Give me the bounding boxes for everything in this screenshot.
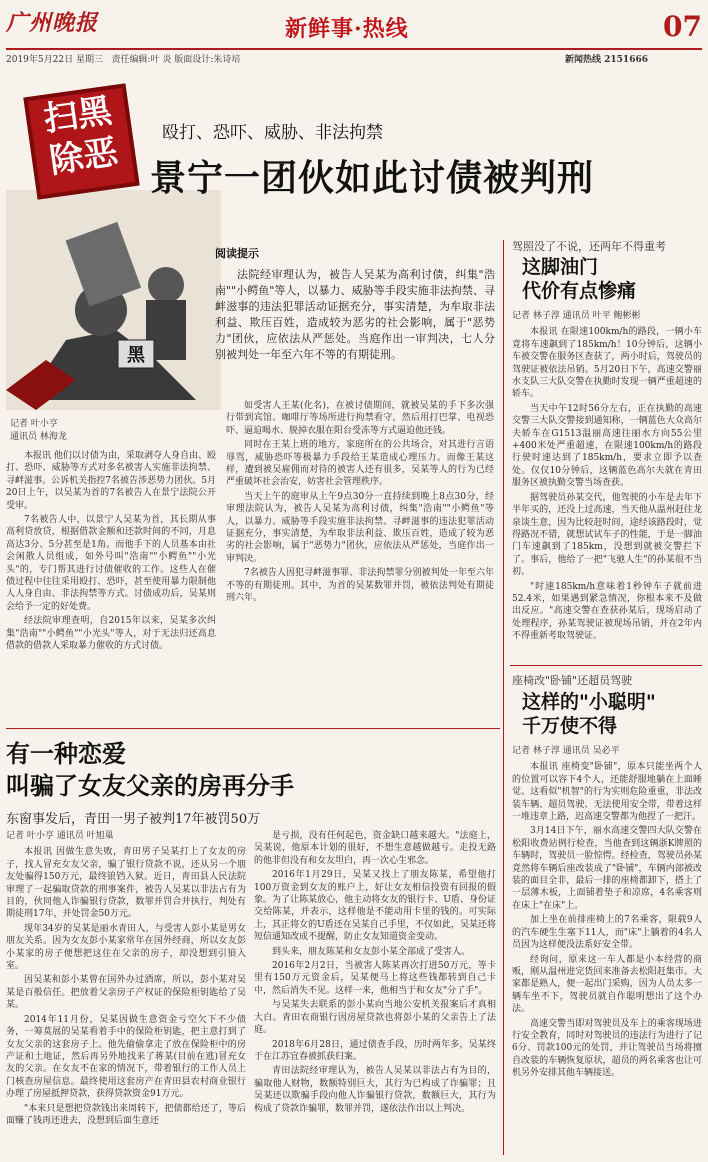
- story2-byline: 记者 叶小亨 通讯员 叶旭巢: [6, 831, 114, 841]
- story2-title-line1: 有一种恋爱: [6, 740, 126, 768]
- crackdown-badge: 扫黑除恶: [23, 83, 139, 199]
- newspaper-brand: 广州晚报: [6, 10, 99, 36]
- paragraph: 当天上午的庭审从上午9点30分一直持续到晚上8点30分，经审理法院认为，被告人吴某为高利讨债，纠集"浩南""小鳄鱼"等人，以暴力、威胁等手段实施非法拘禁、寻衅滋事的违法犯罪活动证据充分，事实清楚，为牟取非法利益、欺压百姓，造成了较为恶劣的社会影响，属于"恶势力"团伙，应依法从严惩处，当庭作出一审判决。: [226, 491, 494, 564]
- paragraph: 高速交警当即对驾驶员及车上的乘客现场进行安全教育，同时对驾驶员的违法行为进行了记6分、罚款100元的处罚，并让驾驶员当场将擅自改装的车辆恢复原状，超员的两名乘客也让可机另外安排其他车辆接送。: [512, 1018, 702, 1079]
- svg-text:黑: 黑: [127, 345, 145, 366]
- summary-label: 阅读提示: [215, 247, 259, 260]
- column-divider: [503, 240, 504, 1155]
- side2-title-line1: 这样的"小聪明": [522, 691, 656, 713]
- side2-title-line2: 千万使不得: [522, 715, 618, 737]
- side2-title: [522, 690, 702, 738]
- story1-column-2: [226, 400, 494, 720]
- paragraph: 到头来，朋友陈某和女友彭小某全部成了受害人。: [272, 946, 471, 957]
- paragraph: 本报讯 在限速100km/h的路段，一辆小车竟将车速飙到了185km/h！10分钟后，这辆小车被交警在服务区查获了，两小时后，驾驶员的驾驶证被依法吊销。5月20日下午，高速交警丽水支队三大队交警在执勤时发现一辆严重超速的轿车。: [512, 327, 702, 400]
- side1-title: [522, 255, 702, 303]
- paragraph: 现年34岁的吴某是丽水青田人，与受害人彭小某是男女朋友关系。因为女友彭小某家常年在国外经商，所以女友彭小某家的房子便想把这住在父亲的房子，却没想到引狼入室。: [6, 923, 246, 972]
- paragraph: 经法院审理查明，自2015年以来，吴某多次纠集"浩南""小鳄鱼""小光头"等人，对于无法归还高息借款的借款人采取暴力催收的方式讨债。: [6, 616, 216, 652]
- side-divider: [510, 665, 702, 666]
- side2-body: [512, 745, 702, 1155]
- paragraph: 同时在王某上班的地方，家庭所在的公共场合，对其进行言语辱骂，威胁恐吓等极暴力手段给王某造成心理压力。而像王某这样，遭到被吴雇佣而对待的被害人还有很多，吴某等人的行为已经严重破坏社会治安，妨害社会管理秩序。: [226, 440, 494, 488]
- side1-title-line2: 代价有点惨痛: [522, 280, 637, 302]
- side2-byline: 记者 林子淳 通讯员 吴必平: [512, 746, 620, 756]
- editor-credits: 责任编辑:叶 炎 版面设计:朱诗培: [111, 55, 241, 65]
- paragraph: 3月14日下午，丽水高速交警四大队交警在松阳收费站例行检查，当他查到这辆浙K牌照的车辆时，驾驶员一脸惊愕。经检查，驾驶员孙某竟然将车辆后座改装成了"卧铺"，车辆内部被改装的面目全非，最后一排的座椅都卸下，搭上了一层薄木板，上面铺着垫子和凉席，4名乘客则在床上"在床"上。: [512, 826, 702, 911]
- dateline: [6, 52, 240, 65]
- paragraph: 因吴某和彭小某曾在国外办过酒席，所以，彭小某对吴某是百般信任。把放着父亲房子产权证的保险柜钥匙给了吴某。: [6, 975, 246, 1011]
- paragraph: 7名被告人因犯寻衅滋事罪、非法拘禁罪分别被判处一年至六年不等的有期徒刑。其中，为首的吴某数罪并罚，被依法判处有期徒刑六年。: [226, 568, 494, 604]
- story1-column-1: [6, 450, 216, 720]
- side1-title-line1: 这脚油门: [522, 256, 599, 278]
- section-title: 新鲜事·热线: [285, 16, 409, 42]
- publish-date: 2019年5月22日 星期三: [6, 55, 103, 65]
- story2-headline: [6, 738, 294, 802]
- reporter-credit: 记者 叶小亨: [10, 419, 58, 429]
- page-number: 07: [663, 10, 702, 43]
- news-hotline: 新闻热线 2151666: [565, 55, 648, 65]
- paragraph: 如受害人王某(化名)，在被讨债期间，就被吴某的手下多次强行带到宾馆、咖啡厅等场所进行拘禁看守，然后用打巴掌、电视恐吓、逼迫喝水、脱掉衣服在阳台受冻等方式逼迫他还钱。: [226, 401, 494, 436]
- side1-byline: 记者 林子淳 通讯员 叶平 鲍彬彬: [512, 311, 641, 321]
- story1-headline: 景宁一团伙如此讨债被判刑: [150, 158, 595, 199]
- story2-subtitle: 东窗事发后，青田一男子被判17年被罚50万: [6, 812, 261, 827]
- paragraph: 2018年6月28日，通过债查手段，历时两年多，吴某终于在江苏宜春被抓获归案。: [254, 1039, 496, 1062]
- paragraph: 2016年2月2日，当被害人陈某再次打进50万元，等卡里有150万元资金后，吴某便马上将这些钱都转到自己卡中，然后消失不见。这样一来，他相当于和女友"分了手"。: [254, 961, 496, 996]
- paragraph: 本报讯 因做生意失败，青田男子吴某打上了女友的房子，找人冒充女友父亲，骗了银行贷款不说，还从另一个朋友处骗得150万元，最终锒铛入狱。近日，青田县人民法院审理了一起骗取贷款的刑事案件，被告人吴某以非法占有为目的，伙同他人诈骗银行贷款，数罪并罚合并执行，判处有期徒刑17年，并处罚金50万元。: [6, 847, 246, 920]
- paragraph: 当天中午12时56分左右，正在执勤的高速交警三大队交警接到通知称，一辆蓝色大众高尔夫轿车在G1513温丽高速往丽水方向55公里+400米处严重超速，在限速100km/h的路段行驶时速达到了185km/h，要求立即予以查处。仅仅10分钟后，这辆蓝色高尔夫就在青田服务区被执勤交警当场查获。: [512, 403, 702, 489]
- story2-title-line2: 叫骗了女友父亲的房再分手: [6, 772, 294, 800]
- paragraph: 7名被告人中，以景宁人吴某为首，其长期从事高利贷放贷，根据借款金额和还款时间的不同，月息高达3分、5分甚至是1角。而他手下的人员基本由社会闲散人员组成，如外号叫"浩南""小鳄鱼""小光头"的，专门帮其进行讨债催收的工作。这些人在催债过程中往往采用殴打、恐吓，甚至使用暴力限制他人人身自由、非法拘禁等方式。讨债成功后，吴某则会给予一定的好处费。: [6, 515, 216, 612]
- paragraph: 青田法院经审理认为，被告人吴某以非法占有为目的，骗取他人财物，数额特别巨大，其行为已构成了诈骗罪；且吴某还以欺骗手段向他人诈骗银行贷款，数额巨大，其行为构成了贷款诈骗罪，数罪并罚，遂依法作出以上判决。: [254, 1066, 496, 1114]
- summary-box: [215, 245, 495, 395]
- illustration-crackdown: [6, 190, 221, 410]
- masthead-rule: [6, 48, 702, 50]
- side1-body: [512, 310, 702, 655]
- story-divider: [6, 728, 500, 729]
- paragraph: 本报讯 座椅变"卧铺"，原本只能坐两个人的位置可以容下4个人，还能舒服地躺在上面睡觉。这看似"机智"的行为实则危险重重，非法改装车辆、超员驾驶、无法使用安全带，带着这样一堆违章上路，迟高速交警都为他捏了一把汗。: [512, 762, 702, 823]
- paragraph: 2014年11月份，吴某因做生意资金亏空欠下不少债务，一筹莫展的吴某看着手中的保险柜钥匙，把主意打到了女友父亲的这套房子上。他先偷偷拿走了放在保险柜中的房产证和土地证，然后再另外地找来了蒋某(目前在逃)冒充女友的父亲。在女友不在家的情况下，带着银行的工作人员上门核查房屋信息。最终使用这套房产在青田县农村商业银行办理了房屋抵押贷款，获得贷款资金91万元。: [6, 1014, 246, 1100]
- correspondent-credit: 通讯员 林海龙: [10, 432, 67, 442]
- paragraph: 加上坐在前排座椅上的7名乘客，限载9人的汽车硬生生塞下11人，而"床"上躺着的4名人员因为这样便没法系好安全带。: [512, 915, 702, 951]
- paragraph: 是亏损，没有任何起色，资金缺口越来越大。"法庭上，吴某说，他原本计划的很好，不想生意越做越亏。走投无路的他非但没有和女友坦白，再一次心生邪念。: [254, 831, 496, 866]
- side1-kicker: 驾照没了不说，还两年不得重考: [512, 240, 666, 253]
- story2-column-1: [6, 830, 246, 1155]
- paragraph: 本报讯 他们以讨债为由，采取剥夺人身自由、殴打、恐吓、威胁等方式对多名被害人实施非法拘禁、寻衅滋事。公诉机关指控7名被告涉恶势力团伙。5月20日上午，以吴某为首的7名被告人在景宁法院公开受审。: [6, 451, 216, 511]
- story2-column-2: [254, 830, 496, 1155]
- paragraph: 2016年1月29日，吴某又找上了朋友陈某，希望他打100万资金到女友的账户上，好让女友相信投资有回报的假象。为了让陈某放心，他主动将女友的银行卡、U盾、身份证交给陈某，并表示，这样他是不能动用卡里的钱的。可实际上，其正将女的U盾还在吴某自己手里，不仅如此，吴某还将短信通知改成不提醒，防止女友知道资金变动。: [254, 870, 496, 943]
- paragraph: "时速185km/h意味着1秒钟车子就前进52.4米，如果遇到紧急情况，你根本来不及做出反应。"高速交警在查获孙某后，现场启动了处理程序，孙某驾驶证被现场吊销，并在2年内不得重新考取驾驶证。: [512, 581, 702, 642]
- paragraph: "本来只是想把贷款钱出来周转下，把债都给还了，等后面赚了钱再还进去，没想到后面生意还: [6, 1103, 246, 1126]
- side2-kicker: 座椅改"卧铺"还超员驾驶: [512, 674, 633, 687]
- story1-kicker: 殴打、恐吓、威胁、非法拘禁: [162, 123, 383, 143]
- paragraph: 经询问，原来这一车人都是小本经营的商贩，刚从温州进完货回来准备去松阳赶集市。大家都是熟人，便一起出门采购，因为人员太多一辆车坐不下，驾驶员就自作聪明想出了这个办法。: [512, 954, 702, 1015]
- story1-photo-credit: [10, 418, 67, 444]
- paragraph: 据驾驶员孙某交代，他驾驶的小车是去年下半年买的，还没上过高速，当天他从温州赶往龙泉谈生意，因为比较赶时间，途经该路段时，觉得路况不错，就想试试车子的性能，于是一脚油门车速飙到了185km，没想到就被交警拦下了。事后，他给了一把"飞驰人生"的孙某很不当初。: [512, 492, 702, 578]
- summary-text: 法院经审理认为，被告人吴某为高利讨债，纠集"浩南""小鳄鱼"等人，以暴力、威胁等手段实施非法拘禁、寻衅滋事的违法犯罪活动证据充分，事实清楚，为牟取非法利益、欺压百姓，造成较为恶劣的社会影响，属于"恶势力"团伙，应依法从严惩处。当庭作出一审判决，七人分别被判处一年至六年不等的有期徒刑。: [215, 268, 495, 361]
- paragraph: 与吴某失去联系的彭小某向当地公安机关报案后才真相大白。青田农商银行因房屋贷款也将彭小某的父亲告上了法庭。: [254, 1000, 496, 1036]
